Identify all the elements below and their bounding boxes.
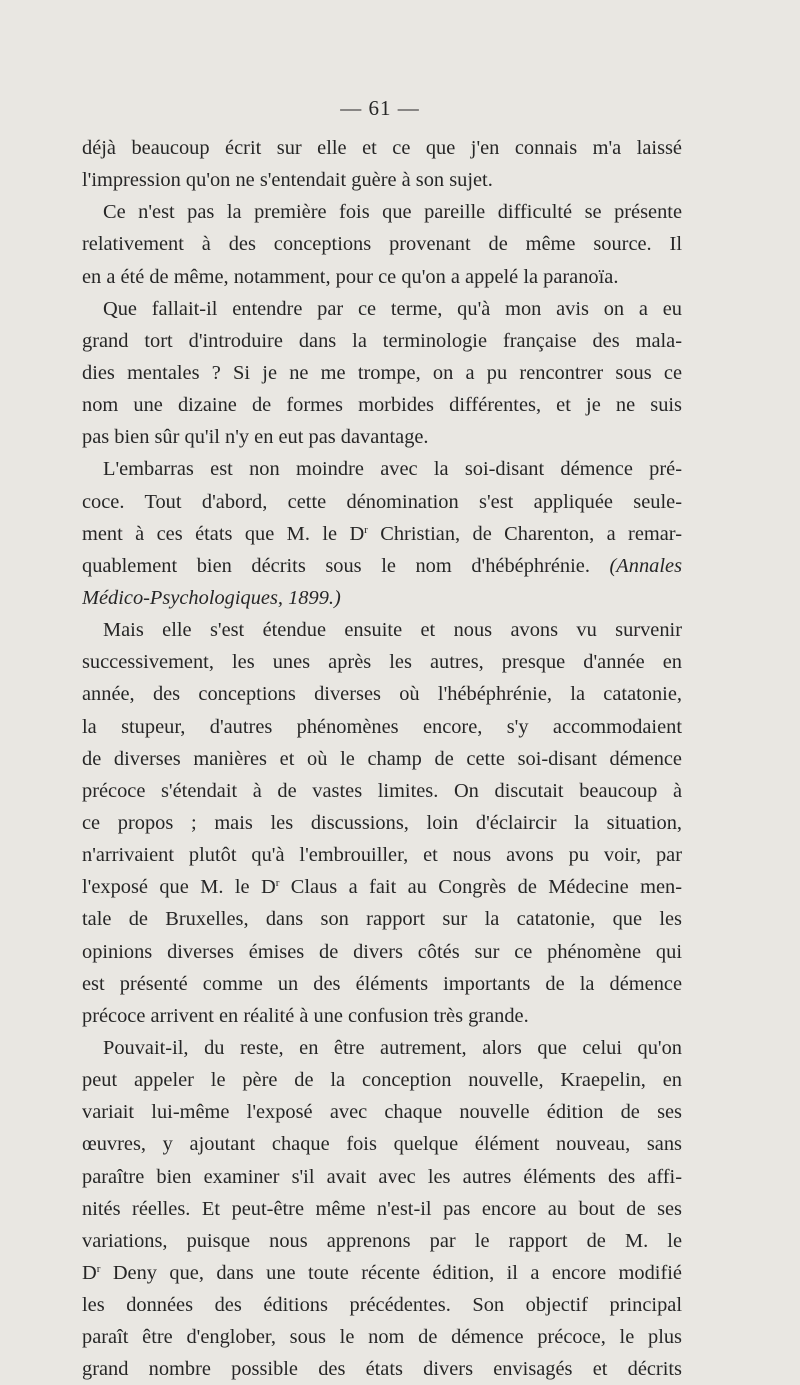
text-line: l'exposé que M. le $D^r$ Claus a fait au Congrès de Médecine men-	[82, 876, 682, 899]
text-line: Ce n'est pas la première fois que pareille difficulté se présente	[103, 201, 682, 224]
text-line: $D^r$ Deny que, dans une toute récente édition, il a encore modifié	[82, 1261, 682, 1284]
text-line: opinions diverses émises de divers côtés sur ce phénomène qui	[82, 940, 682, 963]
text-line: nom une dizaine de formes morbides différentes, et je ne suis	[82, 394, 682, 417]
text-line: tale de Bruxelles, dans son rapport sur la catatonie, que les	[82, 908, 682, 931]
text-line: peut appeler le père de la conception nouvelle, Kraepelin, en	[82, 1069, 682, 1092]
text-line: n'arrivaient plutôt qu'à l'embrouiller, et nous avons pu voir, par	[82, 844, 682, 867]
text-line: Pouvait-il, du reste, en être autrement, alors que celui qu'on	[103, 1036, 682, 1059]
text-line: relativement à des conceptions provenant de même source. Il	[82, 233, 682, 256]
text-line: grand tort d'introduire dans la terminologie française des mala-	[82, 329, 682, 352]
text-line: quablement bien décrits sous le nom d'hébéphrénie. (Annales	[82, 554, 682, 577]
text-line: coce. Tout d'abord, cette dénomination s'est appliquée seule-	[82, 490, 682, 513]
text-line: déjà beaucoup écrit sur elle et ce que j'en connais m'a laissé	[82, 137, 682, 159]
text-line: de diverses manières et où le champ de cette soi-disant démence	[82, 747, 682, 770]
text-line: pas bien sûr qu'il n'y en eut pas davantage.	[82, 426, 429, 449]
text-line: la stupeur, d'autres phénomènes encore, s'y accommodaient	[82, 715, 682, 738]
text-line: précoce arrivent en réalité à une confusion très grande.	[82, 1004, 529, 1027]
text-line: Médico-Psychologiques, 1899.)	[82, 586, 341, 609]
text-line: variations, puisque nous apprenons par le rapport de M. le	[82, 1229, 682, 1252]
page-number: — 61 —	[340, 96, 420, 120]
text-line: paraître bien examiner s'il avait avec les autres éléments des affi-	[82, 1165, 682, 1188]
text-line: année, des conceptions diverses où l'hébéphrénie, la catatonie,	[82, 683, 682, 706]
text-line: Que fallait-il entendre par ce terme, qu'à mon avis on a eu	[103, 297, 682, 320]
text-line: successivement, les unes après les autres, presque d'année en	[82, 651, 682, 674]
text-line: ce propos ; mais les discussions, loin d'éclaircir la situation,	[82, 811, 682, 834]
text-line: variait lui-même l'exposé avec chaque nouvelle édition de ses	[82, 1101, 682, 1124]
text-line: les données des éditions précédentes. Son objectif principal	[82, 1294, 682, 1317]
text-line: dies mentales ? Si je ne me trompe, on a pu rencontrer sous ce	[82, 361, 682, 384]
text-line: ment à ces états que M. le $D^r$ Christian, de Charenton, a remar-	[82, 522, 682, 545]
text-line: précoce s'étendait à de vastes limites. On discutait beaucoup à	[82, 779, 682, 802]
text-line: en a été de même, notamment, pour ce qu'on a appelé la paranoïa.	[82, 265, 619, 288]
text-line: œuvres, y ajoutant chaque fois quelque élément nouveau, sans	[82, 1133, 682, 1156]
text-line: nités réelles. Et peut-être même n'est-il pas encore au bout de ses	[82, 1197, 682, 1220]
text-line: paraît être d'englober, sous le nom de démence précoce, le plus	[82, 1326, 682, 1349]
body-text	[82, 132, 682, 1385]
text-line: L'embarras est non moindre avec la soi-disant démence pré-	[103, 458, 682, 481]
text-line: Mais elle s'est étendue ensuite et nous avons vu survenir	[103, 619, 682, 642]
text-line: grand nombre possible des états divers envisagés et décrits	[82, 1358, 682, 1381]
text-line: l'impression qu'on ne s'entendait guère à son sujet.	[82, 169, 493, 192]
text-line: est présenté comme un des éléments importants de la démence	[82, 972, 682, 995]
